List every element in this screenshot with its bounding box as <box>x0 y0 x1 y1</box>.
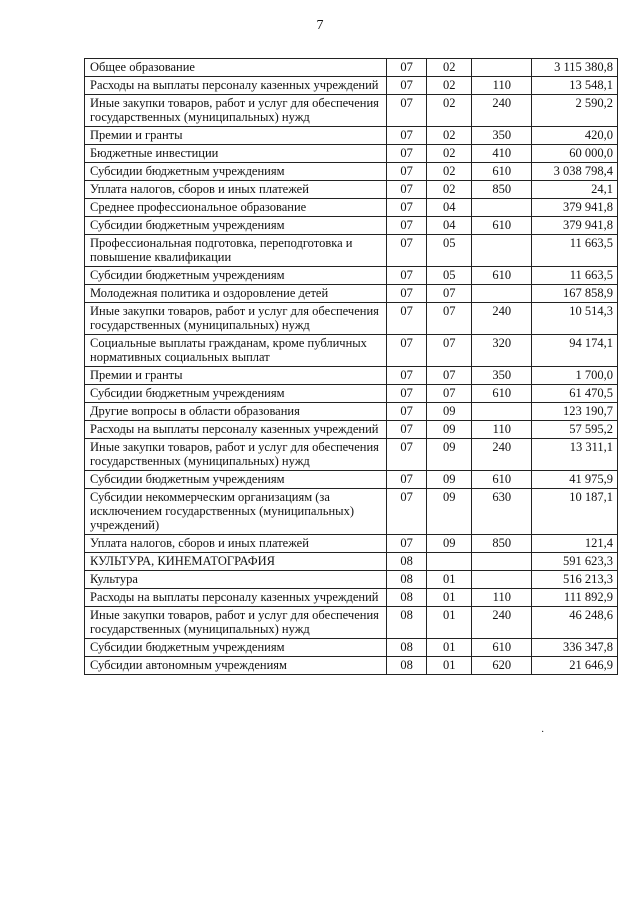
row-subsection: 09 <box>426 471 471 489</box>
table-row <box>85 199 618 217</box>
row-section: 08 <box>386 553 426 571</box>
table-row <box>85 471 618 489</box>
table-row <box>85 367 618 385</box>
row-amount: 2 590,2 <box>531 95 617 127</box>
table-row <box>85 181 618 199</box>
row-section: 07 <box>386 403 426 421</box>
row-amount: 123 190,7 <box>531 403 617 421</box>
table-row <box>85 335 618 367</box>
row-name: Уплата налогов, сборов и иных платежей <box>85 181 387 199</box>
row-name: Иные закупки товаров, работ и услуг для обеспечения государственных (муниципальных) нужд <box>85 607 387 639</box>
table-row <box>85 95 618 127</box>
row-name: Расходы на выплаты персоналу казенных учреждений <box>85 77 387 95</box>
table-row <box>85 303 618 335</box>
row-section: 07 <box>386 367 426 385</box>
table-row <box>85 127 618 145</box>
row-name: Иные закупки товаров, работ и услуг для обеспечения государственных (муниципальных) нужд <box>85 95 387 127</box>
row-section: 07 <box>386 77 426 95</box>
row-expense-type: 110 <box>471 421 531 439</box>
row-subsection: 07 <box>426 335 471 367</box>
row-subsection: 01 <box>426 607 471 639</box>
row-name: Субсидии бюджетным учреждениям <box>85 385 387 403</box>
row-amount: 379 941,8 <box>531 199 617 217</box>
row-amount: 111 892,9 <box>531 589 617 607</box>
row-section: 07 <box>386 163 426 181</box>
row-name: Субсидии бюджетным учреждениям <box>85 217 387 235</box>
table-row <box>85 285 618 303</box>
row-expense-type: 350 <box>471 127 531 145</box>
row-subsection: 05 <box>426 235 471 267</box>
table-row <box>85 657 618 675</box>
row-expense-type: 630 <box>471 489 531 535</box>
row-section: 07 <box>386 127 426 145</box>
row-name: Субсидии бюджетным учреждениям <box>85 267 387 285</box>
row-subsection: 02 <box>426 77 471 95</box>
row-name: Субсидии бюджетным учреждениям <box>85 163 387 181</box>
table-row <box>85 267 618 285</box>
row-subsection: 02 <box>426 59 471 77</box>
row-expense-type: 610 <box>471 217 531 235</box>
table-row <box>85 439 618 471</box>
row-section: 07 <box>386 217 426 235</box>
row-section: 07 <box>386 235 426 267</box>
table-body <box>85 59 618 675</box>
row-amount: 167 858,9 <box>531 285 617 303</box>
row-subsection: 04 <box>426 217 471 235</box>
row-amount: 1 700,0 <box>531 367 617 385</box>
table-row <box>85 403 618 421</box>
row-amount: 13 548,1 <box>531 77 617 95</box>
table-row <box>85 235 618 267</box>
row-expense-type <box>471 285 531 303</box>
row-expense-type: 110 <box>471 589 531 607</box>
row-name: Иные закупки товаров, работ и услуг для обеспечения государственных (муниципальных) нужд <box>85 439 387 471</box>
row-amount: 11 663,5 <box>531 235 617 267</box>
row-name: Премии и гранты <box>85 367 387 385</box>
row-name: Расходы на выплаты персоналу казенных учреждений <box>85 589 387 607</box>
row-expense-type: 240 <box>471 303 531 335</box>
row-expense-type: 610 <box>471 639 531 657</box>
row-amount: 121,4 <box>531 535 617 553</box>
table-row <box>85 489 618 535</box>
row-amount: 10 514,3 <box>531 303 617 335</box>
row-name: Субсидии автономным учреждениям <box>85 657 387 675</box>
row-name: Бюджетные инвестиции <box>85 145 387 163</box>
row-expense-type: 410 <box>471 145 531 163</box>
row-amount: 591 623,3 <box>531 553 617 571</box>
row-expense-type: 610 <box>471 163 531 181</box>
row-name: Расходы на выплаты персоналу казенных учреждений <box>85 421 387 439</box>
row-subsection: 02 <box>426 95 471 127</box>
row-name: Субсидии некоммерческим организациям (за исключением государственных (муниципальных) учреждений) <box>85 489 387 535</box>
row-section: 07 <box>386 303 426 335</box>
row-subsection: 02 <box>426 145 471 163</box>
row-section: 08 <box>386 607 426 639</box>
row-expense-type <box>471 235 531 267</box>
row-section: 08 <box>386 639 426 657</box>
row-section: 07 <box>386 489 426 535</box>
budget-table <box>84 58 618 675</box>
table-row <box>85 589 618 607</box>
row-section: 07 <box>386 267 426 285</box>
row-section: 08 <box>386 589 426 607</box>
row-subsection: 01 <box>426 571 471 589</box>
row-expense-type: 610 <box>471 267 531 285</box>
row-section: 07 <box>386 95 426 127</box>
row-expense-type: 850 <box>471 181 531 199</box>
row-expense-type: 850 <box>471 535 531 553</box>
row-name: Премии и гранты <box>85 127 387 145</box>
row-subsection <box>426 553 471 571</box>
row-amount: 46 248,6 <box>531 607 617 639</box>
row-amount: 24,1 <box>531 181 617 199</box>
row-expense-type <box>471 59 531 77</box>
row-subsection: 02 <box>426 127 471 145</box>
row-expense-type: 610 <box>471 385 531 403</box>
row-section: 07 <box>386 285 426 303</box>
row-subsection: 02 <box>426 181 471 199</box>
table-row <box>85 77 618 95</box>
table-row <box>85 639 618 657</box>
table-row <box>85 421 618 439</box>
row-subsection: 09 <box>426 439 471 471</box>
row-name: Иные закупки товаров, работ и услуг для обеспечения государственных (муниципальных) нужд <box>85 303 387 335</box>
row-subsection: 07 <box>426 303 471 335</box>
row-subsection: 09 <box>426 403 471 421</box>
row-section: 07 <box>386 145 426 163</box>
row-subsection: 01 <box>426 639 471 657</box>
table-row <box>85 145 618 163</box>
row-name: Уплата налогов, сборов и иных платежей <box>85 535 387 553</box>
row-name: Среднее профессиональное образование <box>85 199 387 217</box>
row-expense-type: 320 <box>471 335 531 367</box>
row-amount: 41 975,9 <box>531 471 617 489</box>
row-expense-type <box>471 571 531 589</box>
row-section: 07 <box>386 181 426 199</box>
row-amount: 94 174,1 <box>531 335 617 367</box>
row-amount: 10 187,1 <box>531 489 617 535</box>
row-expense-type: 610 <box>471 471 531 489</box>
table-row <box>85 59 618 77</box>
row-section: 08 <box>386 657 426 675</box>
row-name: Другие вопросы в области образования <box>85 403 387 421</box>
row-subsection: 02 <box>426 163 471 181</box>
row-section: 07 <box>386 385 426 403</box>
row-expense-type: 110 <box>471 77 531 95</box>
row-expense-type: 240 <box>471 439 531 471</box>
row-expense-type <box>471 199 531 217</box>
row-section: 07 <box>386 59 426 77</box>
table-row <box>85 385 618 403</box>
row-subsection: 05 <box>426 267 471 285</box>
row-amount: 3 115 380,8 <box>531 59 617 77</box>
row-amount: 60 000,0 <box>531 145 617 163</box>
row-amount: 420,0 <box>531 127 617 145</box>
row-name: Социальные выплаты гражданам, кроме публичных нормативных социальных выплат <box>85 335 387 367</box>
table-row <box>85 553 618 571</box>
row-section: 07 <box>386 471 426 489</box>
row-expense-type: 240 <box>471 607 531 639</box>
row-amount: 3 038 798,4 <box>531 163 617 181</box>
row-expense-type <box>471 553 531 571</box>
row-name: Субсидии бюджетным учреждениям <box>85 471 387 489</box>
row-section: 07 <box>386 421 426 439</box>
row-section: 07 <box>386 535 426 553</box>
page-number: 7 <box>316 18 324 33</box>
table-row <box>85 217 618 235</box>
row-subsection: 01 <box>426 657 471 675</box>
row-name: Молодежная политика и оздоровление детей <box>85 285 387 303</box>
row-name: КУЛЬТУРА, КИНЕМАТОГРАФИЯ <box>85 553 387 571</box>
row-section: 07 <box>386 335 426 367</box>
row-subsection: 09 <box>426 421 471 439</box>
row-expense-type: 240 <box>471 95 531 127</box>
row-name: Общее образование <box>85 59 387 77</box>
row-subsection: 04 <box>426 199 471 217</box>
row-amount: 57 595,2 <box>531 421 617 439</box>
row-amount: 11 663,5 <box>531 267 617 285</box>
row-expense-type <box>471 403 531 421</box>
row-expense-type: 620 <box>471 657 531 675</box>
row-amount: 21 646,9 <box>531 657 617 675</box>
table-row <box>85 607 618 639</box>
row-name: Культура <box>85 571 387 589</box>
row-name: Профессиональная подготовка, переподготовка и повышение квалификации <box>85 235 387 267</box>
table-row <box>85 571 618 589</box>
row-subsection: 09 <box>426 535 471 553</box>
row-section: 07 <box>386 199 426 217</box>
scan-artifact-dot: · <box>541 727 545 738</box>
row-expense-type: 350 <box>471 367 531 385</box>
row-subsection: 07 <box>426 385 471 403</box>
row-amount: 13 311,1 <box>531 439 617 471</box>
row-amount: 336 347,8 <box>531 639 617 657</box>
row-amount: 516 213,3 <box>531 571 617 589</box>
row-subsection: 01 <box>426 589 471 607</box>
row-section: 07 <box>386 439 426 471</box>
row-subsection: 07 <box>426 367 471 385</box>
row-name: Субсидии бюджетным учреждениям <box>85 639 387 657</box>
row-section: 08 <box>386 571 426 589</box>
row-amount: 379 941,8 <box>531 217 617 235</box>
row-subsection: 07 <box>426 285 471 303</box>
table-row <box>85 163 618 181</box>
table-row <box>85 535 618 553</box>
row-amount: 61 470,5 <box>531 385 617 403</box>
row-subsection: 09 <box>426 489 471 535</box>
